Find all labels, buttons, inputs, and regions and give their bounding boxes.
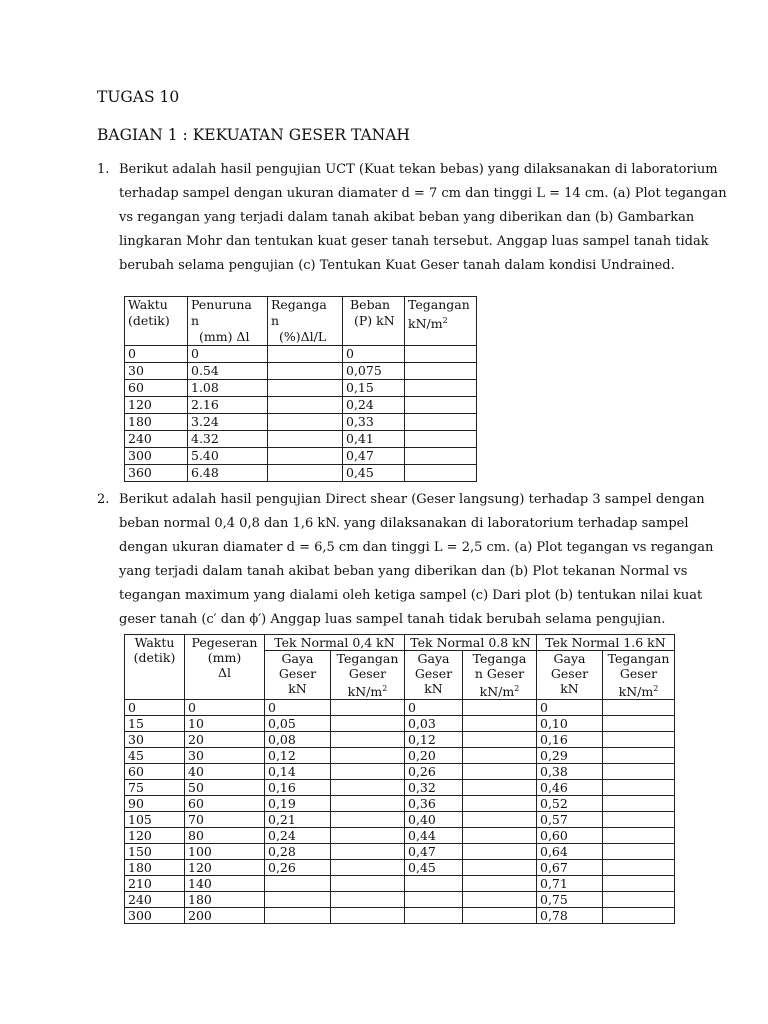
header-text: (mm) [207,650,242,665]
table-cell: 0,67 [537,860,603,876]
table-cell [405,431,477,448]
question-line: lingkaran Mohr dan tentukan kuat geser tanah tersebut. Anggap luas sampel tanah tidak [119,234,709,249]
header-text: Gaya [417,651,450,666]
table-cell: 80 [185,828,265,844]
header-gaya-geser [265,651,331,700]
table-cell: 0,05 [265,716,331,732]
table-cell: 0,16 [537,732,603,748]
table-cell [463,732,537,748]
table-cell: 0 [125,700,185,716]
table-cell [463,780,537,796]
table-cell: 105 [125,812,185,828]
table-cell [405,448,477,465]
table-cell [265,892,331,908]
question-line: berubah selama pengujian (c) Tentukan Kuat Geser tanah dalam kondisi Undrained. [119,258,675,273]
header-text: Gaya [553,651,586,666]
superscript: 2 [382,684,388,693]
table-cell: 10 [185,716,265,732]
table-cell: 120 [185,860,265,876]
table-cell [405,380,477,397]
header-regangan [268,297,343,346]
table-cell [463,844,537,860]
table-cell: 0,64 [537,844,603,860]
table-row [125,346,477,363]
table-cell [603,812,675,828]
table-cell: 200 [185,908,265,924]
table-cell: 0,08 [265,732,331,748]
table-cell: 30 [125,732,185,748]
question-2 [97,488,714,632]
header-text: Beban [350,297,391,312]
table-cell: 0,15 [343,380,405,397]
header-text: Δl [217,665,232,680]
table-cell: 5.40 [188,448,268,465]
header-tegangan [405,297,477,346]
table-cell [603,892,675,908]
header-text: Tegangan [336,651,399,666]
table-cell [603,828,675,844]
table-row [125,828,675,844]
table-cell [463,876,537,892]
table-cell: 4.32 [188,431,268,448]
header-text: Geser [348,666,387,681]
unit-text: kN/m [347,684,383,700]
table-cell: 0,12 [265,748,331,764]
table-cell [463,892,537,908]
table-cell: 0,20 [405,748,463,764]
unit-text: kN/m [479,684,515,700]
header-text: (P) kN [354,313,395,328]
table-cell: 140 [185,876,265,892]
header-text: Geser [619,666,658,681]
table-cell: 0,44 [405,828,463,844]
table-cell: 0,33 [343,414,405,431]
table-cell: 0,71 [537,876,603,892]
table-cell: 0,75 [537,892,603,908]
header-pergeseran [185,635,265,700]
table-cell: 210 [125,876,185,892]
question-number: 2. [97,492,110,507]
header-text: kN [560,681,579,696]
table-cell [603,764,675,780]
header-tegangan-geser [331,651,405,700]
direct-shear-table [124,634,675,924]
table-cell [463,716,537,732]
table-cell [268,448,343,465]
table-cell [405,397,477,414]
table-cell: 180 [125,860,185,876]
table-cell: 90 [125,796,185,812]
table-cell: 0,10 [537,716,603,732]
table-cell: 30 [125,363,188,380]
header-text: Tegangan [607,651,670,666]
table-cell [331,812,405,828]
header-text: Reganga [271,297,327,312]
table-cell [463,860,537,876]
uct-results-table [124,296,477,482]
table-cell: 0 [537,700,603,716]
table-cell: 0,29 [537,748,603,764]
table-cell [265,876,331,892]
header-waktu [125,297,188,346]
table-cell: 0,32 [405,780,463,796]
table-cell: 30 [185,748,265,764]
table-cell [463,700,537,716]
table-cell: 300 [125,448,188,465]
table-cell: 240 [125,892,185,908]
table-cell: 0,14 [265,764,331,780]
header-text: (detik) [133,650,176,665]
table-row [125,465,477,482]
question-line: geser tanah (c′ dan ϕ′) Anggap luas sampel tanah tidak berubah selama pengujian. [119,612,666,627]
header-text: Teganga [472,651,527,666]
table-cell: 0,28 [265,844,331,860]
table-cell [405,892,463,908]
table-cell [268,363,343,380]
header-gaya-geser [537,651,603,700]
table-cell: 40 [185,764,265,780]
table-cell: 120 [125,397,188,414]
question-line: beban normal 0,4 0,8 dan 1,6 kN. yang dilaksanakan di laboratorium terhadap sampel [119,516,689,531]
table-cell: 0,19 [265,796,331,812]
table-cell: 6.48 [188,465,268,482]
table-row [125,876,675,892]
header-text: n [271,313,280,328]
table-row [125,448,477,465]
question-1 [97,158,727,278]
table-cell [603,796,675,812]
table-cell [463,796,537,812]
table-cell [331,732,405,748]
table-header-row [125,635,675,651]
table-cell [463,812,537,828]
table-header-row [125,297,477,346]
header-group-0-8kn: Tek Normal 0.8 kN [405,635,537,651]
header-waktu [125,635,185,700]
unit-text: kN/m [408,316,443,332]
header-text: n Geser [474,666,525,681]
header-text: kN [424,681,443,696]
table-cell [331,908,405,924]
table-cell [603,876,675,892]
table-row [125,380,477,397]
table-cell: 0,03 [405,716,463,732]
table-row [125,780,675,796]
table-cell [603,748,675,764]
table-cell: 0,16 [265,780,331,796]
table-cell [463,764,537,780]
table-cell: 0 [188,346,268,363]
table-row [125,431,477,448]
unit-text: kN/m [618,684,654,700]
table-cell: 0,12 [405,732,463,748]
header-gaya-geser [405,651,463,700]
table-cell: 15 [125,716,185,732]
table-row [125,748,675,764]
table-cell [265,908,331,924]
header-tegangan-geser [603,651,675,700]
table-cell [463,828,537,844]
header-text: (%)Δl/L [279,329,327,344]
table-cell [405,876,463,892]
table-cell: 2.16 [188,397,268,414]
table-cell [268,465,343,482]
table-cell: 0,52 [537,796,603,812]
question-line: tegangan maximum yang dialami oleh ketiga sampel (c) Dari plot (b) tentukan nilai kuat [119,588,703,603]
header-group-1-6kn: Tek Normal 1.6 kN [537,635,675,651]
table-cell [405,908,463,924]
table-cell [268,380,343,397]
header-text: kN [288,681,307,696]
header-text: Geser [550,666,589,681]
table-cell: 3.24 [188,414,268,431]
question-line: Berikut adalah hasil pengujian Direct shear (Geser langsung) terhadap 3 sampel dengan [119,492,705,507]
question-text [119,158,727,278]
header-text: Geser [414,666,453,681]
question-number: 1. [97,162,110,177]
header-text: Waktu [128,297,168,312]
table-cell: 0,075 [343,363,405,380]
table-cell [331,892,405,908]
table-cell [405,414,477,431]
table-row [125,700,675,716]
table-cell: 0,57 [537,812,603,828]
table-cell: 0,60 [537,828,603,844]
table-cell [268,397,343,414]
table-cell [331,844,405,860]
table-cell [331,860,405,876]
header-text [466,681,533,699]
table-cell: 60 [125,764,185,780]
table-cell: 240 [125,431,188,448]
table-row [125,860,675,876]
table-cell [331,876,405,892]
question-line: terhadap sampel dengan ukuran diamater d = 7 cm dan tinggi L = 14 cm. (a) Plot tegangan [119,186,727,201]
table-cell: 0 [265,700,331,716]
table-cell [331,764,405,780]
table-cell [603,908,675,924]
table-row [125,844,675,860]
table-cell [268,431,343,448]
table-cell: 0,26 [405,764,463,780]
table-cell: 100 [185,844,265,860]
header-text: (detik) [128,313,170,328]
header-text: (mm) Δl [199,329,250,344]
table-body [125,700,675,924]
table-cell: 0,24 [265,828,331,844]
table-cell: 180 [125,414,188,431]
table-cell: 0,47 [405,844,463,860]
table-cell: 0,21 [265,812,331,828]
table-cell: 0,45 [343,465,405,482]
table-cell: 0.54 [188,363,268,380]
table-cell [331,700,405,716]
table-cell [268,346,343,363]
superscript: 2 [442,316,448,325]
question-line: dengan ukuran diamater d = 6,5 cm dan tinggi L = 2,5 cm. (a) Plot tegangan vs regangan [119,540,714,555]
question-line: vs regangan yang terjadi dalam tanah akibat beban yang diberikan dan (b) Gambarkan [119,210,695,225]
table-cell: 0,24 [343,397,405,414]
header-text [408,313,473,332]
header-text: Penuruna [191,297,252,312]
table-cell: 0 [185,700,265,716]
header-beban [343,297,405,346]
table-cell [463,748,537,764]
table-cell [331,748,405,764]
question-line: yang terjadi dalam tanah akibat beban yang diberikan dan (b) Plot tekanan Normal vs [119,564,688,579]
table-cell: 0,41 [343,431,405,448]
table-cell: 0,38 [537,764,603,780]
table-cell [405,346,477,363]
header-text: Tegangan [408,297,470,312]
table-body [125,346,477,482]
header-group-0-4kn: Tek Normal 0,4 kN [265,635,405,651]
table-row [125,363,477,380]
table-cell: 360 [125,465,188,482]
table-cell: 180 [185,892,265,908]
table-cell: 0,40 [405,812,463,828]
table-cell [603,844,675,860]
table-row [125,716,675,732]
table-cell: 0,45 [405,860,463,876]
table-cell [331,796,405,812]
superscript: 2 [653,684,659,693]
header-text [334,681,401,699]
table-cell: 0 [405,700,463,716]
table-cell: 300 [125,908,185,924]
question-line: Berikut adalah hasil pengujian UCT (Kuat tekan bebas) yang dilaksanakan di laboratorium [119,162,718,177]
table-cell [603,780,675,796]
table-cell: 150 [125,844,185,860]
table-cell [268,414,343,431]
table-cell [463,908,537,924]
table-cell [405,363,477,380]
section-heading: BAGIAN 1 : KEKUATAN GESER TANAH [97,126,410,144]
table-row [125,796,675,812]
header-text [606,681,671,699]
table-cell: 0,36 [405,796,463,812]
table-row [125,732,675,748]
header-text: n [191,313,200,328]
header-tegangan-geser [463,651,537,700]
table-cell: 0,47 [343,448,405,465]
table-cell: 75 [125,780,185,796]
table-row [125,908,675,924]
table-cell: 0,26 [265,860,331,876]
table-row [125,764,675,780]
table-cell: 0,46 [537,780,603,796]
table-row [125,892,675,908]
table-cell [331,828,405,844]
table-cell: 0 [125,346,188,363]
table-row [125,397,477,414]
table-cell [603,732,675,748]
table-cell: 70 [185,812,265,828]
table-cell [603,860,675,876]
table-cell: 50 [185,780,265,796]
table-cell [331,780,405,796]
table-cell: 60 [125,380,188,397]
header-text: Gaya [281,651,314,666]
header-penurunan [188,297,268,346]
header-text: Geser [278,666,317,681]
table-cell: 60 [185,796,265,812]
table-cell: 1.08 [188,380,268,397]
table-row [125,812,675,828]
table-cell: 120 [125,828,185,844]
table-cell: 45 [125,748,185,764]
table-row [125,414,477,431]
table-cell [603,700,675,716]
table-cell [405,465,477,482]
table-cell: 0,78 [537,908,603,924]
table-cell [603,716,675,732]
question-text [119,488,714,632]
table-cell [331,716,405,732]
header-text: Pegeseran [191,635,258,650]
document-title: TUGAS 10 [97,88,180,106]
header-text: Waktu [134,635,175,650]
table-cell: 20 [185,732,265,748]
superscript: 2 [514,684,520,693]
table-cell: 0 [343,346,405,363]
